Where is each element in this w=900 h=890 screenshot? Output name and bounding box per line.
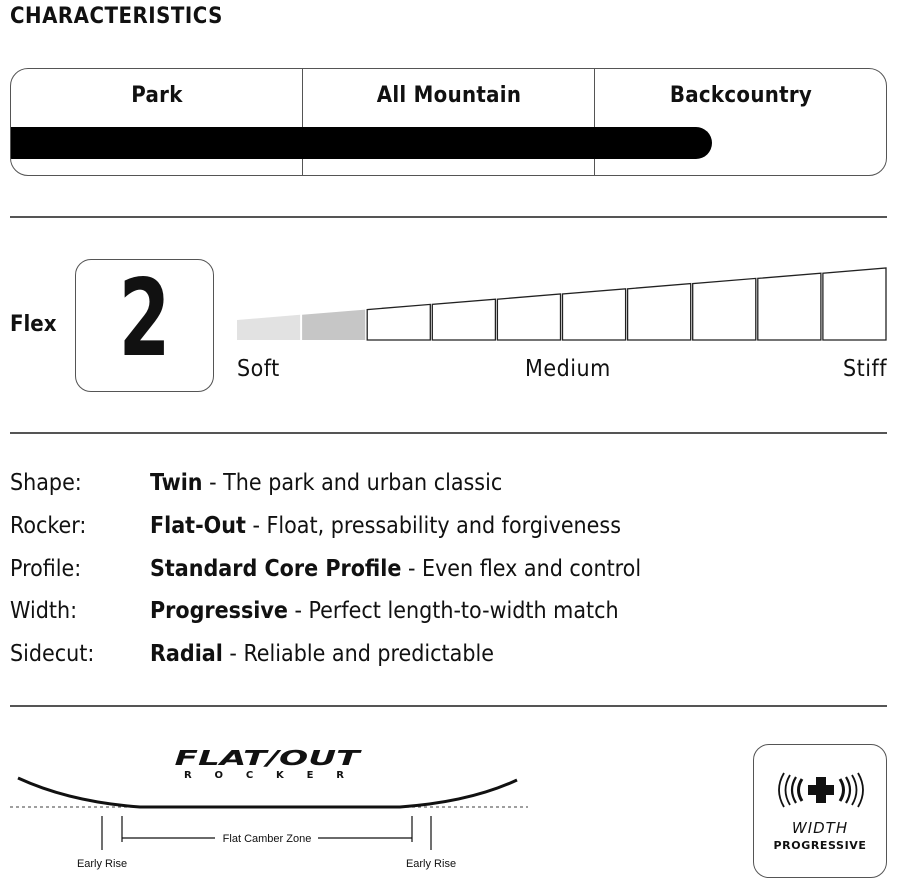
spec-key: Width: [10, 598, 78, 624]
flex-soft-label: Soft [237, 356, 280, 382]
flex-scale [236, 266, 887, 342]
spec-name: Radial [150, 641, 223, 667]
terrain-label-all-mountain: All Mountain [376, 83, 522, 108]
flex-segment [367, 304, 430, 340]
divider [10, 432, 887, 434]
flex-label: Flex [10, 312, 57, 337]
spec-desc: - Even flex and control [401, 556, 642, 582]
spec-key: Sidecut: [10, 641, 95, 667]
early-rise-right-label: Early Rise [405, 858, 457, 870]
terrain-label-backcountry: Backcountry [669, 83, 813, 108]
spec-value [150, 598, 619, 624]
spec-key: Rocker: [10, 513, 87, 539]
flex-rating-value: 2 [118, 257, 171, 380]
spec-name: Flat-Out [150, 513, 246, 539]
terrain-rating [10, 68, 887, 176]
flex-segment-filled [302, 310, 365, 340]
spec-key: Profile: [10, 556, 82, 582]
flat-camber-zone-label: Flat Camber Zone [222, 833, 312, 845]
flex-segment [432, 299, 495, 340]
flat-out-logo-text: FLAT/OUT [174, 746, 362, 770]
spec-value [150, 641, 494, 667]
width-icon [754, 745, 888, 879]
page-title: CHARACTERISTICS [10, 4, 223, 29]
flex-segment [628, 284, 691, 340]
spec-desc: - Reliable and predictable [222, 641, 494, 667]
spec-desc: - Float, pressability and forgiveness [245, 513, 621, 539]
spec-desc: - Perfect length-to-width match [287, 598, 619, 624]
flex-rating-box [75, 259, 214, 392]
early-rise-left-label: Early Rise [76, 858, 128, 870]
divider [10, 705, 887, 707]
rocker-logo-text: ROCKER [184, 770, 344, 781]
spec-value [150, 556, 641, 582]
flex-segment [563, 289, 626, 340]
flex-stiff-label: Stiff [843, 356, 888, 382]
badge-width-text: WIDTH [791, 819, 849, 837]
spec-value [150, 513, 621, 539]
flex-medium-label: Medium [525, 356, 611, 382]
divider [10, 216, 887, 218]
terrain-bar [10, 127, 712, 159]
width-progressive-badge [753, 744, 887, 878]
rocker-profile-diagram [0, 740, 540, 890]
spec-value [150, 470, 502, 496]
flex-segment [693, 278, 756, 340]
flex-segment [823, 268, 886, 340]
flex-segment [758, 273, 821, 340]
flex-segment-filled [237, 315, 300, 340]
badge-progressive-text: PROGRESSIVE [773, 839, 867, 852]
spec-name: Standard Core Profile [150, 556, 402, 582]
spec-key: Shape: [10, 470, 82, 496]
board-profile [18, 778, 517, 807]
flex-segment [497, 294, 560, 340]
spec-name: Progressive [150, 598, 288, 624]
terrain-label-park: Park [131, 83, 183, 108]
spec-desc: - The park and urban classic [202, 470, 503, 496]
spec-name: Twin [150, 470, 203, 496]
